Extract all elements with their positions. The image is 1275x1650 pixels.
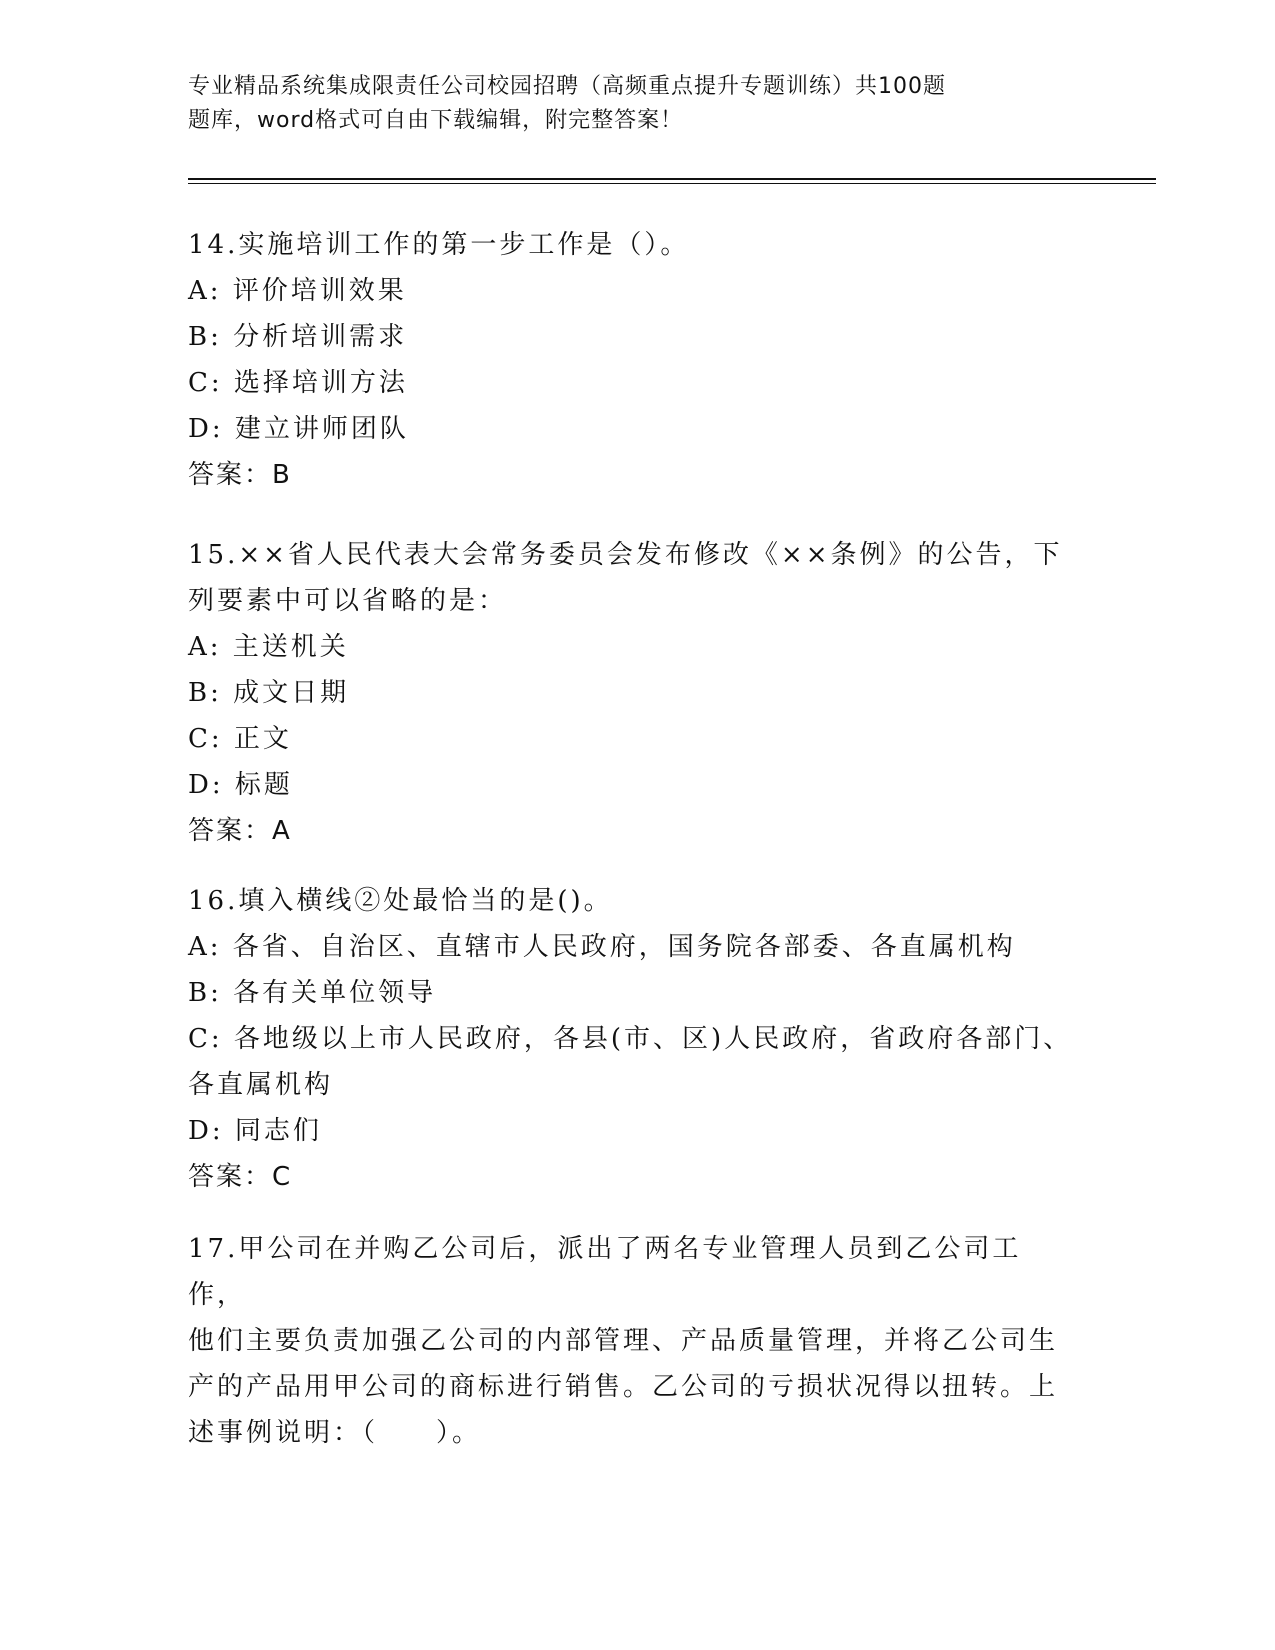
question-stem: 14.实施培训工作的第一步工作是（）。 (188, 230, 690, 260)
option-c: C: 正文 (188, 724, 292, 754)
answer-text: 答案：C (188, 1162, 293, 1192)
question-stem-line-1: 17.甲公司在并购乙公司后，派出了两名专业管理人员到乙公司工作， (188, 1234, 1022, 1310)
question-17 (188, 1226, 1078, 1456)
question-stem-line-4: 述事例说明：（ ）。 (188, 1418, 482, 1448)
option-b: B: 成文日期 (188, 678, 350, 708)
header-line-2: 题库，word格式可自由下载编辑，附完整答案！ (188, 108, 684, 133)
header-line-1: 专业精品系统集成限责任公司校园招聘（高频重点提升专题训练）共100题 (188, 74, 946, 99)
question-stem-line-3: 产的产品用甲公司的商标进行销售。乙公司的亏损状况得以扭转。上 (188, 1372, 1059, 1402)
question-stem-line-2: 列要素中可以省略的是： (188, 586, 508, 616)
option-a: A: 各省、自治区、直辖市人民政府，国务院各部委、各直属机构 (188, 932, 1016, 962)
question-stem-line-2: 他们主要负责加强乙公司的内部管理、产品质量管理，并将乙公司生 (188, 1326, 1059, 1356)
question-stem: 16.填入横线②处最恰当的是()。 (188, 886, 613, 916)
option-d: D: 同志们 (188, 1116, 322, 1146)
answer-text: 答案：A (188, 816, 292, 846)
question-14 (188, 222, 1078, 498)
option-c: C: 选择培训方法 (188, 368, 408, 398)
answer-text: 答案：B (188, 460, 292, 490)
option-a: A: 主送机关 (188, 632, 349, 662)
question-15 (188, 532, 1078, 854)
header-divider (188, 178, 1156, 184)
option-d: D: 标题 (188, 770, 293, 800)
option-c: C: 各地级以上市人民政府，各县(市、区)人民政府，省政府各部门、 (188, 1024, 1073, 1054)
option-b: B: 分析培训需求 (188, 322, 408, 352)
document-header (188, 70, 1028, 138)
option-c-continued: 各直属机构 (188, 1070, 334, 1100)
option-a: A: 评价培训效果 (188, 276, 407, 306)
option-b: B: 各有关单位领导 (188, 978, 437, 1008)
option-d: D: 建立讲师团队 (188, 414, 409, 444)
question-stem-line-1: 15.××省人民代表大会常务委员会发布修改《××条例》的公告，下 (188, 540, 1063, 570)
question-16 (188, 878, 1078, 1200)
